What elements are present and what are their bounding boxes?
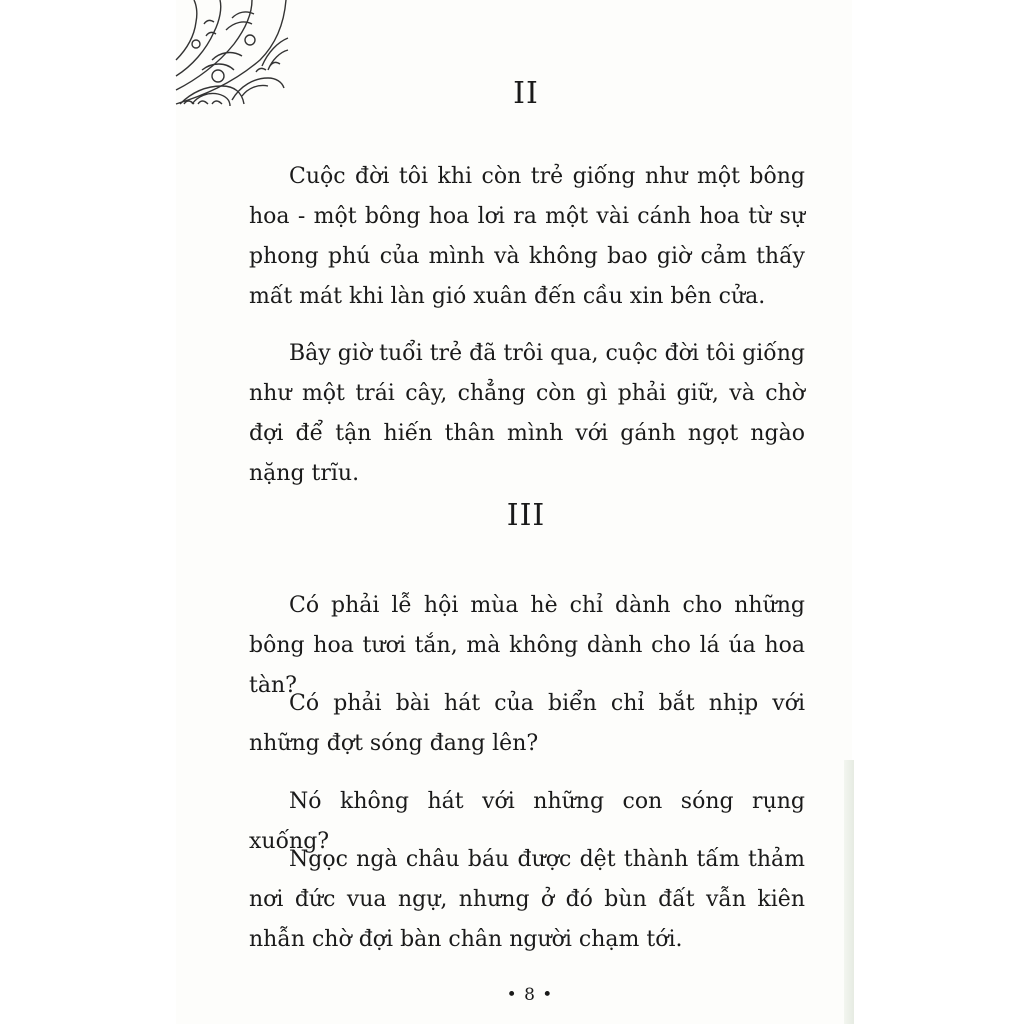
paragraph: Bây giờ tuổi trẻ đã trôi qua, cuộc đời tôi giống như một trái cây, chẳng còn gì phải giữ, và chờ đợi để tận hiến thân mình với gánh ngọt ngào nặng trĩu. — [249, 341, 805, 486]
section-heading-ii: II — [513, 76, 539, 111]
page-edge — [844, 760, 854, 1024]
paragraph: Có phải bài hát của biển chỉ bắt nhịp với những đợt sóng đang lên? — [249, 691, 805, 756]
paragraph: Ngọc ngà châu báu được dệt thành tấm thảm nơi đức vua ngự, nhưng ở đó bùn đất vẫn kiên nhẫn chờ đợi bàn chân người chạm tới. — [249, 847, 805, 952]
page-number: • 8 • — [506, 985, 554, 1005]
paragraph: Có phải lễ hội mùa hè chỉ dành cho những bông hoa tươi tắn, mà không dành cho lá úa hoa tàn? — [249, 593, 805, 698]
section-heading-iii: III — [506, 498, 546, 533]
paragraph: Cuộc đời tôi khi còn trẻ giống như một bông hoa - một bông hoa lơi ra một vài cánh hoa từ sự phong phú của mình và không bao giờ cảm thấy mất mát khi làn gió xuân đến cầu xin bên cửa. — [249, 164, 805, 309]
paragraph: Nó không hát với những con sóng rụng xuống? — [249, 789, 805, 854]
